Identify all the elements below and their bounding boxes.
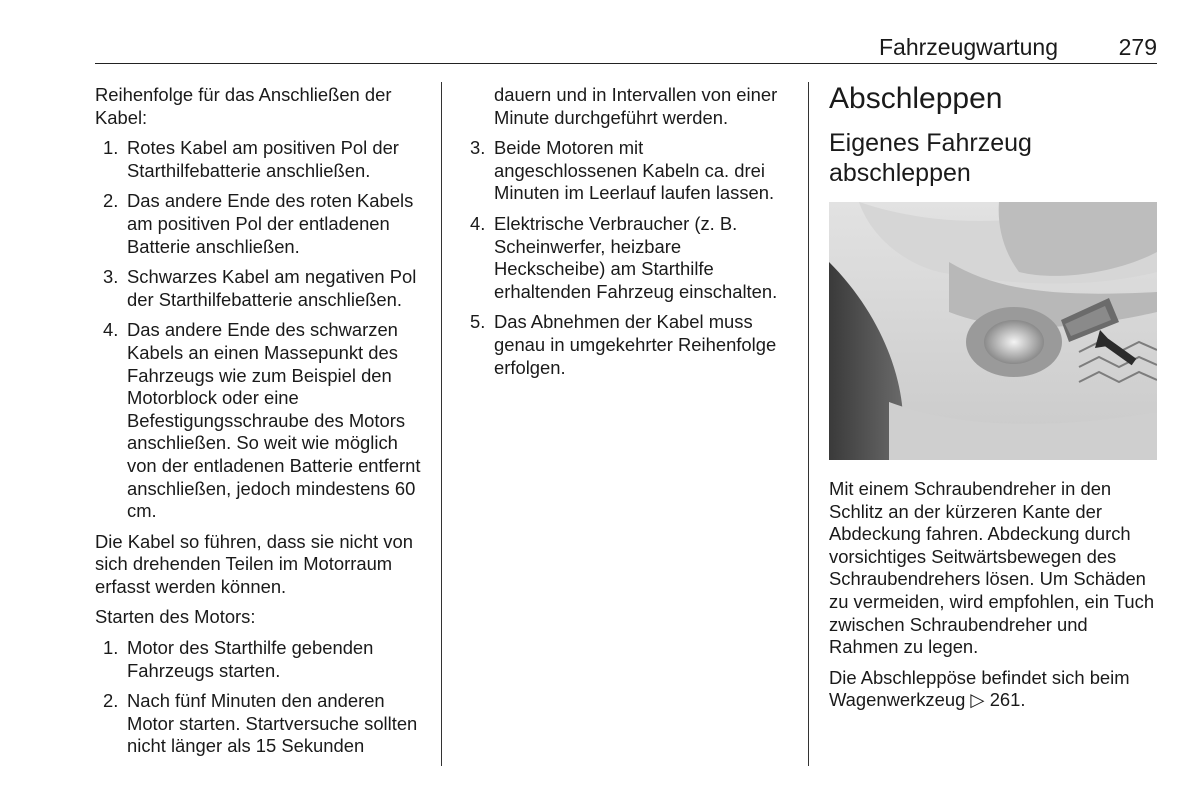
page-number: 279 xyxy=(1118,34,1157,60)
paragraph-text: Die Abschleppöse befindet sich beim Wagenwerkzeug xyxy=(829,666,1130,711)
subsection-heading: Eigenes Fahrzeug abschleppen xyxy=(829,129,1032,187)
header-rule xyxy=(95,63,1157,64)
list-item: 4. Das andere Ende des schwarzen Kabels an einen Massepunkt des Fahrzeugs wie zum Beispiel den Motorblock oder eine Befestigungsschraube des Motors anschließen. So weit wie möglich von der entladenen Batterie entfernt anschließen, jedoch mindestens 60 cm. xyxy=(103,319,421,522)
paragraph: Reihenfolge für das Anschließen der Kabel: xyxy=(95,84,392,128)
start-steps xyxy=(95,637,425,758)
list-item: 2. Das andere Ende des roten Kabels am positiven Pol der entladenen Batterie anschließen. xyxy=(103,190,414,257)
paragraph: Die Kabel so führen, dass sie nicht von sich drehenden Teilen im Motorraum erfasst werden können. xyxy=(95,530,413,597)
list-item: 3. Beide Motoren mit angeschlossenen Kabeln ca. drei Minuten im Leerlauf laufen lassen. xyxy=(470,137,775,204)
column-divider xyxy=(808,82,809,766)
list-item: 1. Rotes Kabel am positiven Pol der Starthilfebatterie anschließen. xyxy=(103,137,399,181)
connection-steps xyxy=(95,137,425,523)
page-reference-icon: ▷ xyxy=(970,689,985,711)
running-header-title: Fahrzeugwartung xyxy=(879,34,1058,60)
paragraph: Starten des Motors: xyxy=(95,606,256,628)
column-divider xyxy=(441,82,442,766)
start-steps-continued xyxy=(470,137,785,379)
list-item: 5. Das Abnehmen der Kabel muss genau in umgekehrter Reihenfolge erfolgen. xyxy=(470,311,777,378)
list-item: 4. Elektrische Verbraucher (z. B. Scheinwerfer, heizbare Heckscheibe) am Starthilfe erhaltenden Fahrzeug einschalten. xyxy=(470,212,778,302)
section-heading: Abschleppen xyxy=(829,82,1003,115)
list-item: 2. Nach fünf Minuten den anderen Motor starten. Startversuche sollten nicht länger als 15 Sekunden xyxy=(103,690,418,757)
page-reference[interactable]: 261. xyxy=(989,689,1026,711)
paragraph xyxy=(829,667,1159,712)
towing-eye-cover-illustration xyxy=(829,202,1157,460)
list-item: 3. Schwarzes Kabel am negativen Pol der Starthilfebatterie anschließen. xyxy=(103,266,417,310)
continued-text: dauern und in Intervallen von einer Minute durchgeführt werden. xyxy=(494,84,778,128)
column-1 xyxy=(95,84,425,766)
car-front-photo xyxy=(829,202,1157,460)
paragraph: Mit einem Schraubendreher in den Schlitz an der kürzeren Kante der Abdeckung fahren. Abdeckung durch vorsichtiges Seitwärtsbewegen des Schraubendrehers lösen. Um Schäden zu vermeiden, wird empfohlen, ein Tuch zwischen Schraubendreher und Rahmen zu legen. xyxy=(829,478,1155,658)
list-item: 1. Motor des Starthilfe gebenden Fahrzeugs starten. xyxy=(103,637,374,681)
column-3 xyxy=(829,82,1159,720)
column-2 xyxy=(470,84,785,387)
